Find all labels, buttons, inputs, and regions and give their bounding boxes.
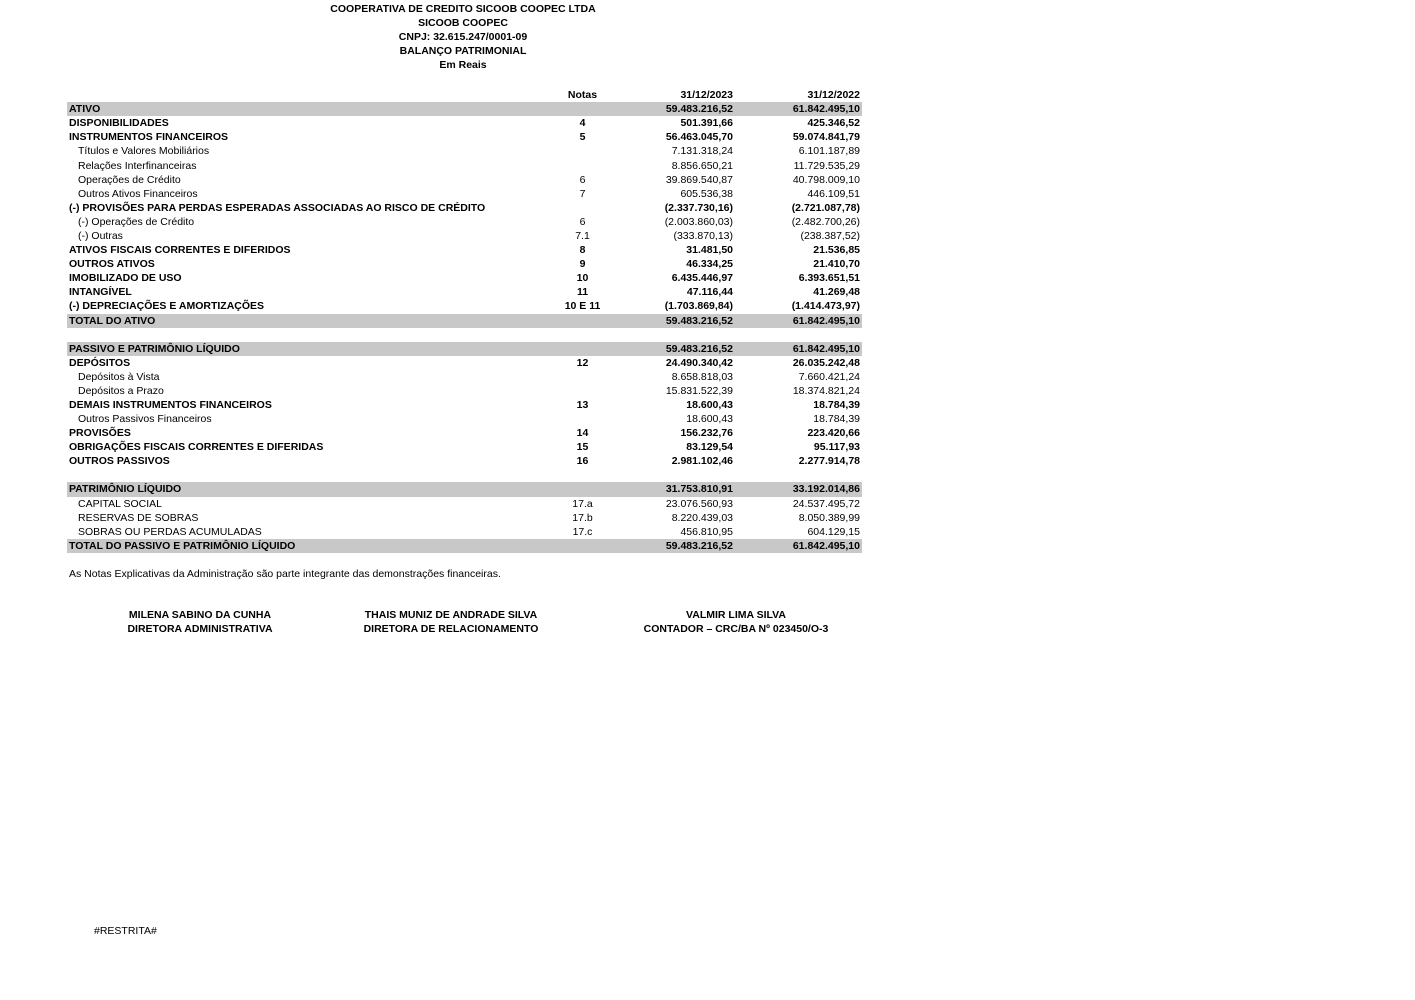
row-nota: [552, 384, 613, 398]
balance-sheet-table: [67, 88, 862, 553]
row-value-2023: (333.870,13): [673, 229, 733, 242]
table-row: [67, 497, 862, 511]
table-row: [67, 539, 862, 553]
row-value-2023: 31.753.810,91: [613, 482, 735, 496]
row-nota: 16: [576, 455, 589, 468]
row-nota: 15: [576, 441, 589, 454]
table-row: [67, 511, 862, 525]
row-value-2022: (1.414.473,97): [791, 300, 860, 313]
row-label: Títulos e Valores Mobiliários: [78, 145, 210, 158]
row-label: Depósitos a Prazo: [78, 384, 164, 397]
row-nota: 10 E 11: [564, 300, 601, 313]
signature-block-relacionamento: [341, 608, 561, 636]
row-value-2023: 15.831.522,39: [665, 384, 733, 397]
table-row: [67, 116, 862, 130]
row-value-2023: 156.232,76: [680, 427, 733, 440]
signature-title: CONTADOR – CRC/BA Nº 023450/O-3: [643, 623, 829, 635]
row-value-2022: 61.842.495,10: [735, 539, 862, 553]
row-label: INTANGÍVEL: [69, 286, 132, 299]
table-row: [67, 257, 862, 271]
spacer-row: [67, 328, 862, 342]
row-nota: [552, 314, 613, 328]
row-value-2022: 6.393.651,51: [798, 272, 860, 285]
row-nota: [552, 201, 613, 215]
row-label: DISPONIBILIDADES: [69, 117, 169, 130]
row-value-2022: 21.410,70: [813, 258, 860, 271]
row-label: SOBRAS OU PERDAS ACUMULADAS: [78, 525, 262, 538]
row-value-2023: 59.483.216,52: [613, 102, 735, 116]
row-value-2022: 18.784,39: [813, 399, 860, 412]
row-nota: [552, 370, 613, 384]
row-value-2023: 46.334,25: [686, 258, 733, 271]
row-value-2022: 18.374.821,24: [792, 384, 860, 397]
row-value-2022: 26.035.242,48: [792, 356, 860, 369]
row-nota: 12: [576, 356, 589, 369]
row-label: PATRIMÔNIO LÍQUIDO: [67, 482, 552, 496]
company-short-name: SICOOB COOPEC: [418, 17, 508, 29]
table-row: [67, 299, 862, 313]
row-label: TOTAL DO PASSIVO E PATRIMÔNIO LÍQUIDO: [67, 539, 552, 553]
row-value-2022: 425.346,52: [807, 117, 860, 130]
row-value-2023: 8.658.818,03: [671, 370, 733, 383]
row-value-2022: 59.074.841,79: [792, 131, 860, 144]
row-nota: 5: [579, 131, 586, 144]
row-value-2023: 24.490.340,42: [665, 356, 733, 369]
table-row: [67, 243, 862, 257]
table-row: [67, 342, 862, 356]
signature-block-admin: [110, 608, 290, 636]
col-header-2022: 31/12/2022: [807, 89, 860, 102]
table-row: [67, 215, 862, 229]
row-value-2022: 8.050.389,99: [798, 511, 860, 524]
row-value-2022: (2.482.700,26): [791, 215, 860, 228]
row-value-2023: (1.703.869,84): [664, 300, 733, 313]
signature-title: DIRETORA DE RELACIONAMENTO: [363, 623, 539, 635]
row-value-2023: 59.483.216,52: [613, 539, 735, 553]
table-row: [67, 173, 862, 187]
row-label: Outros Ativos Financeiros: [78, 187, 198, 200]
report-title: BALANÇO PATRIMONIAL: [399, 45, 527, 57]
table-row: [67, 187, 862, 201]
table-row: [67, 426, 862, 440]
table-row: [67, 398, 862, 412]
table-row: [67, 440, 862, 454]
row-label: INSTRUMENTOS FINANCEIROS: [69, 131, 229, 144]
table-row: [67, 482, 862, 496]
row-label: Depósitos à Vista: [78, 370, 160, 383]
row-label: OUTROS PASSIVOS: [69, 455, 170, 468]
row-value-2022: 6.101.187,89: [798, 145, 860, 158]
table-row: [67, 454, 862, 468]
signature-title: DIRETORA ADMINISTRATIVA: [127, 623, 273, 635]
report-currency: Em Reais: [439, 59, 487, 71]
table-row: [67, 130, 862, 144]
row-value-2023: 31.481,50: [686, 244, 733, 257]
table-row: [67, 356, 862, 370]
explanatory-note: As Notas Explicativas da Administração são parte integrante das demonstrações financeiras.: [69, 568, 501, 580]
row-label: TOTAL DO ATIVO: [67, 314, 552, 328]
table-row: [67, 144, 862, 158]
row-value-2022: 40.798.009,10: [792, 173, 860, 186]
row-label: (-) PROVISÕES PARA PERDAS ESPERADAS ASSOCIADAS AO RISCO DE CRÉDITO: [69, 201, 486, 214]
row-value-2023: (2.337.730,16): [664, 201, 733, 214]
row-value-2023: 18.600,43: [686, 399, 733, 412]
row-nota: 17.c: [572, 525, 593, 538]
row-value-2023: 6.435.446,97: [671, 272, 733, 285]
table-row: [67, 412, 862, 426]
signature-block-contador: [626, 608, 846, 636]
row-value-2022: 41.269,48: [813, 286, 860, 299]
spacer-row: [67, 468, 862, 482]
row-value-2022: 7.660.421,24: [798, 370, 860, 383]
row-value-2023: 39.869.540,87: [665, 173, 733, 186]
col-header-notas: Notas: [567, 89, 598, 102]
row-nota: [552, 342, 613, 356]
row-value-2023: 18.600,43: [686, 413, 733, 426]
table-row: [67, 314, 862, 328]
company-cnpj: CNPJ: 32.615.247/0001-09: [398, 31, 528, 43]
row-nota: [552, 158, 613, 172]
row-label: ATIVO: [67, 102, 552, 116]
row-nota: 11: [576, 286, 589, 299]
row-value-2023: 47.116,44: [686, 286, 733, 299]
row-value-2023: 23.076.560,93: [665, 497, 733, 510]
row-value-2022: 223.420,66: [807, 427, 860, 440]
row-label: ATIVOS FISCAIS CORRENTES E DIFERIDOS: [69, 244, 291, 257]
row-nota: 7.1: [575, 229, 590, 242]
row-value-2022: 61.842.495,10: [735, 342, 862, 356]
row-nota: 14: [576, 427, 589, 440]
row-value-2023: 56.463.045,70: [665, 131, 733, 144]
row-value-2022: 95.117,93: [813, 441, 860, 454]
row-label: (-) Outras: [78, 229, 123, 242]
row-label: IMOBILIZADO DE USO: [69, 272, 182, 285]
table-row: [67, 525, 862, 539]
row-value-2023: 456.810,95: [680, 525, 733, 538]
row-label: OBRIGAÇÕES FISCAIS CORRENTES E DIFERIDAS: [69, 441, 324, 454]
row-value-2023: 8.856.650,21: [671, 159, 733, 172]
row-value-2023: 59.483.216,52: [613, 314, 735, 328]
table-row: [67, 384, 862, 398]
row-label: DEPÓSITOS: [69, 356, 131, 369]
row-value-2022: 604.129,15: [807, 525, 860, 538]
table-row: [67, 229, 862, 243]
row-label: PASSIVO E PATRIMÔNIO LÍQUIDO: [67, 342, 552, 356]
row-label: DEMAIS INSTRUMENTOS FINANCEIROS: [69, 399, 272, 412]
row-label: Operações de Crédito: [78, 173, 181, 186]
signature-name: VALMIR LIMA SILVA: [686, 609, 786, 621]
row-value-2023: 83.129,54: [686, 441, 733, 454]
row-value-2022: (238.387,52): [800, 229, 860, 242]
row-label: Outros Passivos Financeiros: [78, 413, 212, 426]
col-header-2023: 31/12/2023: [680, 89, 733, 102]
row-nota: 13: [576, 399, 589, 412]
table-row: [67, 370, 862, 384]
row-nota: [552, 482, 613, 496]
row-nota: 8: [579, 244, 586, 257]
row-value-2022: 33.192.014,86: [735, 482, 862, 496]
row-value-2022: 2.277.914,78: [798, 455, 860, 468]
row-nota: [552, 102, 613, 116]
table-row: [67, 271, 862, 285]
table-row: [67, 102, 862, 116]
column-header-row: [67, 88, 862, 102]
row-nota: 6: [579, 173, 586, 186]
row-nota: 9: [579, 258, 586, 271]
row-nota: 17.b: [572, 511, 593, 524]
row-nota: 6: [579, 215, 586, 228]
row-value-2022: (2.721.087,78): [791, 201, 860, 214]
row-value-2023: 501.391,66: [680, 117, 733, 130]
classification-label: #RESTRITA#: [94, 925, 157, 937]
row-value-2022: 61.842.495,10: [735, 314, 862, 328]
signature-name: THAIS MUNIZ DE ANDRADE SILVA: [364, 609, 538, 621]
row-value-2023: 605.536,38: [680, 187, 733, 200]
row-value-2023: 7.131.318,24: [671, 145, 733, 158]
row-nota: [552, 144, 613, 158]
row-label: Relações Interfinanceiras: [78, 159, 197, 172]
row-value-2022: 24.537.495,72: [792, 497, 860, 510]
signature-name: MILENA SABINO DA CUNHA: [128, 609, 272, 621]
row-nota: 17.a: [572, 497, 593, 510]
company-name: COOPERATIVA DE CREDITO SICOOB COOPEC LTDA: [330, 3, 596, 15]
row-value-2022: 61.842.495,10: [735, 102, 862, 116]
row-label: (-) Operações de Crédito: [78, 215, 195, 228]
table-row: [67, 158, 862, 172]
row-label: OUTROS ATIVOS: [69, 258, 155, 271]
row-nota: [552, 539, 613, 553]
row-value-2022: 446.109,51: [807, 187, 860, 200]
row-value-2022: 18.784,39: [813, 413, 860, 426]
row-value-2022: 21.536,85: [813, 244, 860, 257]
row-value-2022: 11.729.535,29: [793, 159, 860, 172]
row-label: PROVISÕES: [69, 427, 131, 440]
row-value-2023: (2.003.860,03): [664, 215, 733, 228]
table-row: [67, 201, 862, 215]
row-value-2023: 8.220.439,03: [671, 511, 733, 524]
row-nota: 7: [579, 187, 586, 200]
table-row: [67, 285, 862, 299]
row-nota: 4: [579, 117, 586, 130]
row-value-2023: 2.981.102,46: [671, 455, 733, 468]
row-nota: [552, 412, 613, 426]
row-label: (-) DEPRECIAÇÕES E AMORTIZAÇÕES: [69, 300, 265, 313]
row-value-2023: 59.483.216,52: [613, 342, 735, 356]
row-label: RESERVAS DE SOBRAS: [78, 511, 199, 524]
document-header: [263, 2, 663, 72]
row-nota: 10: [576, 272, 589, 285]
row-label: CAPITAL SOCIAL: [78, 497, 163, 510]
